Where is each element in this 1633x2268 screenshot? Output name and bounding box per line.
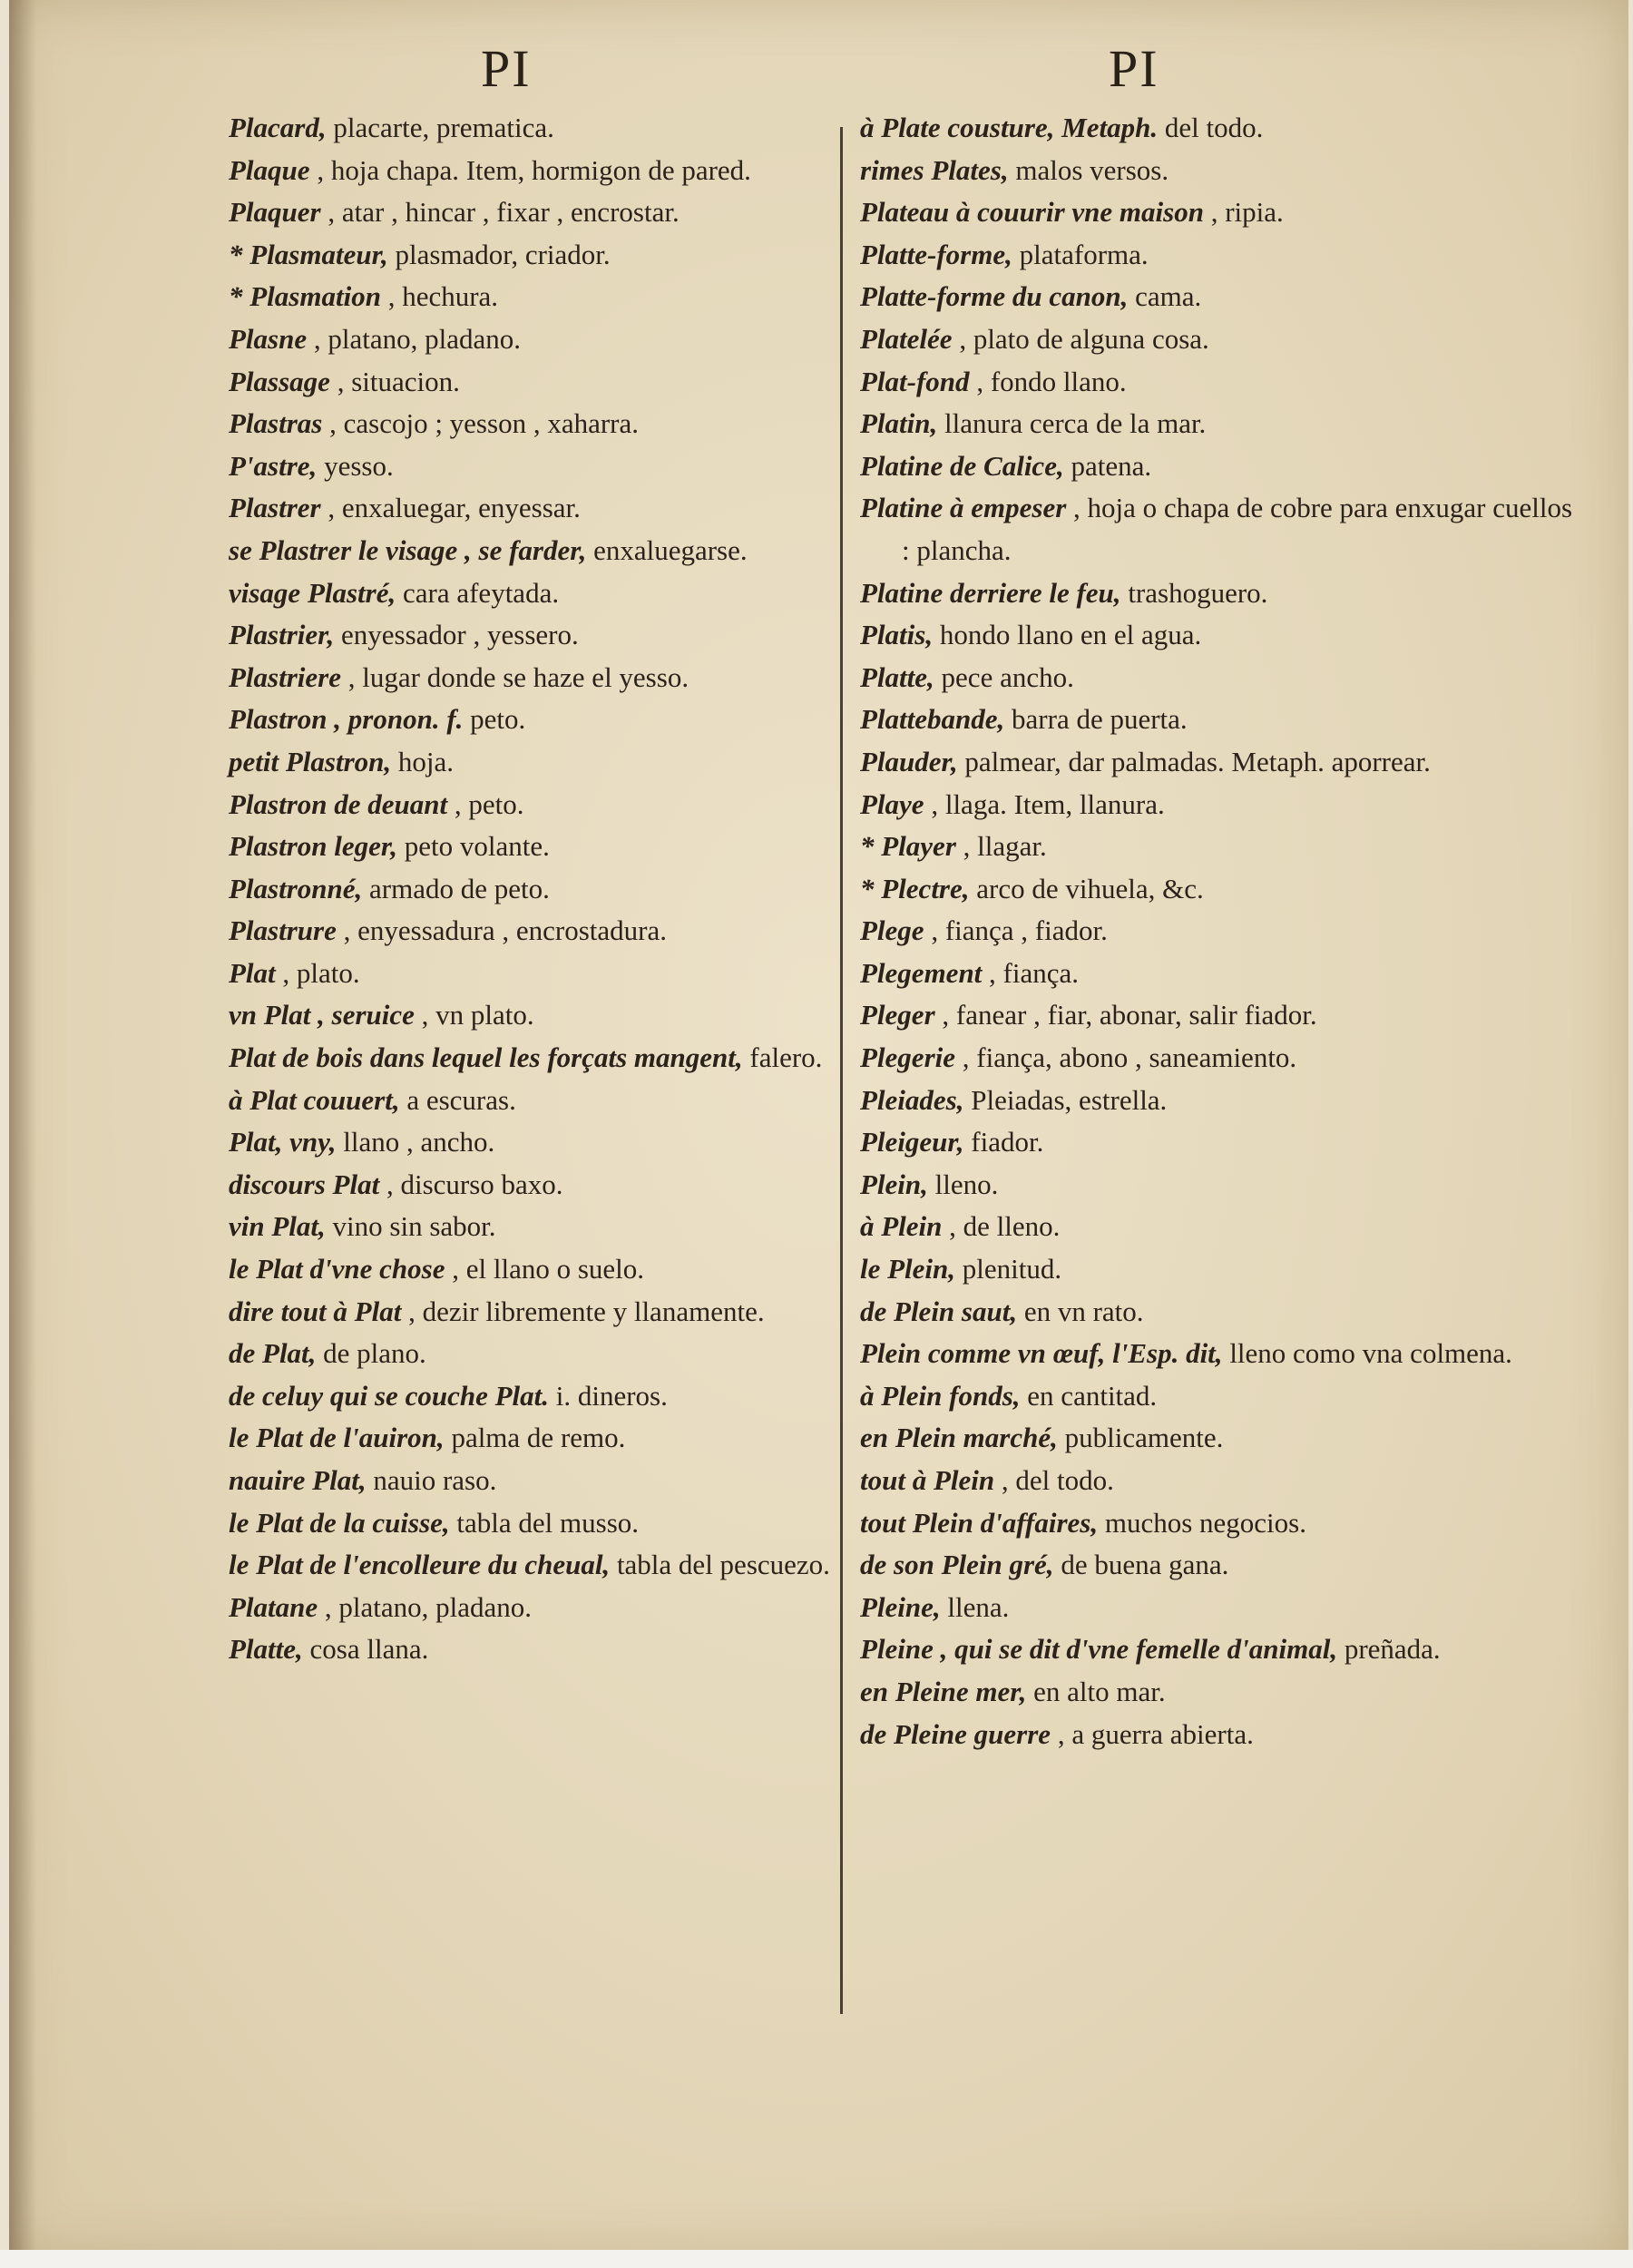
entry-headword: Pleigeur, xyxy=(860,1126,964,1158)
dictionary-entry xyxy=(860,784,1577,826)
dictionary-entry xyxy=(860,1037,1577,1080)
dictionary-entry xyxy=(229,1333,945,1375)
entry-headword: Platte, xyxy=(860,660,934,693)
entry-headword: Platine à empeser xyxy=(860,492,1067,524)
dictionary-entry xyxy=(860,741,1577,784)
entry-definition: , platano, pladano. xyxy=(318,1590,533,1623)
entry-definition: , discurso baxo. xyxy=(379,1168,563,1200)
right-column xyxy=(860,107,1577,1755)
entry-headword: Placard, xyxy=(229,112,327,143)
dictionary-entry xyxy=(860,1333,1577,1375)
entry-definition: i. dineros. xyxy=(549,1379,668,1412)
entry-definition: publicamente. xyxy=(1057,1422,1224,1454)
dictionary-entry xyxy=(229,445,945,488)
entry-headword: tout à Plein xyxy=(860,1464,995,1496)
entry-headword: Plastrer xyxy=(229,492,321,524)
dictionary-entry xyxy=(229,1587,945,1629)
dictionary-entry xyxy=(229,361,945,404)
dictionary-entry xyxy=(860,150,1577,192)
entry-headword: Plastronné, xyxy=(229,872,363,904)
entry-headword: * Player xyxy=(860,830,956,863)
running-head-left: PI xyxy=(481,39,532,98)
dictionary-entry xyxy=(229,657,945,699)
dictionary-entry xyxy=(229,1502,945,1545)
entry-headword: Plastriere xyxy=(229,660,341,693)
entry-definition: , fondo llano. xyxy=(969,365,1127,397)
dictionary-entry xyxy=(860,953,1577,995)
entry-headword: Plastrure xyxy=(229,914,337,947)
entry-definition: llanura cerca de la mar. xyxy=(937,407,1207,440)
entry-headword: de Plein saut, xyxy=(860,1295,1018,1327)
dictionary-entry xyxy=(860,868,1577,911)
entry-definition: , fiança , fiador. xyxy=(924,914,1108,947)
entry-definition: hondo llano en el agua. xyxy=(933,619,1202,651)
dictionary-entry xyxy=(860,1714,1577,1756)
dictionary-entry xyxy=(860,1460,1577,1502)
entry-headword: le Plat d'vne chose xyxy=(229,1253,445,1286)
dictionary-entry xyxy=(229,572,945,615)
scan-border xyxy=(0,2250,1633,2268)
entry-headword: de celuy qui se couche Plat. xyxy=(229,1379,549,1412)
entry-headword: Plat-fond xyxy=(860,365,970,397)
dictionary-entry xyxy=(229,191,945,234)
entry-headword: Plauder, xyxy=(860,745,958,777)
entry-definition: , plato de alguna cosa. xyxy=(952,322,1209,355)
entry-definition: peto volante. xyxy=(397,830,550,863)
dictionary-entry xyxy=(229,487,945,530)
entry-headword: Plasne xyxy=(229,322,308,355)
entry-headword: visage Plastré, xyxy=(229,576,396,609)
entry-definition: , enxaluegar, enyessar. xyxy=(320,492,581,524)
entry-definition: , hoja chapa. Item, hormigon de pared. xyxy=(309,153,751,186)
entry-definition: , atar , hincar , fixar , encrostar. xyxy=(320,196,680,229)
entry-definition: , ripia. xyxy=(1203,196,1284,229)
entry-definition: tabla del musso. xyxy=(449,1506,640,1539)
dictionary-entry xyxy=(860,826,1577,868)
dictionary-entry xyxy=(229,530,945,572)
dictionary-entry xyxy=(860,1628,1577,1671)
entry-definition: , enyessadura , encrostadura. xyxy=(336,914,667,947)
dictionary-entry xyxy=(860,572,1577,615)
entry-definition: plasmador, criador. xyxy=(387,238,611,270)
entry-definition: palmear, dar palmadas. Metaph. aporrear. xyxy=(957,745,1431,777)
entry-definition: malos versos. xyxy=(1008,153,1169,186)
entry-definition: plataforma. xyxy=(1012,238,1149,270)
dictionary-entry xyxy=(860,1502,1577,1545)
entry-headword: le Plat de la cuisse, xyxy=(229,1506,450,1539)
entry-definition: , fiança. xyxy=(982,956,1080,989)
dictionary-entry xyxy=(229,1628,945,1671)
entry-definition: , cascojo ; yesson , xaharra. xyxy=(322,407,639,440)
dictionary-entry xyxy=(860,1375,1577,1418)
entry-headword: Plein, xyxy=(860,1168,928,1200)
dictionary-entry xyxy=(860,403,1577,445)
entry-headword: Plat, vny, xyxy=(229,1126,337,1158)
entry-headword: de Plat, xyxy=(229,1337,317,1370)
entry-headword: rimes Plates, xyxy=(860,153,1009,186)
entry-headword: se Plastrer le visage , se farder, xyxy=(229,533,587,566)
entry-definition: lleno. xyxy=(927,1168,999,1200)
entry-definition: , hoja o chapa de cobre para enxugar cuellos : plancha. xyxy=(902,492,1573,566)
running-head-right: PI xyxy=(1109,39,1159,98)
entry-definition: , vn plato. xyxy=(414,999,534,1031)
entry-headword: Platelée xyxy=(860,322,953,355)
dictionary-entry xyxy=(860,657,1577,699)
entry-definition: , fanear , fiar, abonar, salir fiador. xyxy=(934,999,1317,1031)
entry-headword: * Plectre, xyxy=(860,872,970,904)
dictionary-entry xyxy=(229,953,945,995)
entry-definition: cama. xyxy=(1128,280,1202,313)
dictionary-entry xyxy=(860,614,1577,657)
entry-definition: nauio raso. xyxy=(366,1464,497,1496)
entry-definition: placarte, prematica. xyxy=(326,112,554,143)
dictionary-entry xyxy=(860,318,1577,361)
dictionary-entry xyxy=(860,1544,1577,1587)
entry-headword: le Plein, xyxy=(860,1253,956,1286)
entry-definition: , peto. xyxy=(447,787,524,820)
dictionary-entry xyxy=(229,1037,945,1080)
entry-definition: peto. xyxy=(463,703,526,736)
dictionary-entry xyxy=(229,994,945,1037)
entry-headword: nauire Plat, xyxy=(229,1464,367,1496)
entry-definition: , plato. xyxy=(275,956,360,989)
entry-definition: llano , ancho. xyxy=(336,1126,495,1158)
entry-definition: en cantitad. xyxy=(1020,1379,1158,1412)
dictionary-entry xyxy=(229,1291,945,1334)
entry-definition: , dezir libremente y llanamente. xyxy=(401,1295,765,1327)
entry-definition: del todo. xyxy=(1158,112,1264,143)
entry-definition: , lugar donde se haze el yesso. xyxy=(341,660,689,693)
entry-headword: Plege xyxy=(860,914,924,947)
entry-headword: Plattebande, xyxy=(860,703,1005,736)
entry-headword: Pleiades, xyxy=(860,1083,964,1116)
entry-headword: Platte-forme, xyxy=(860,238,1012,270)
entry-headword: discours Plat xyxy=(229,1168,380,1200)
dictionary-entry xyxy=(229,1544,945,1587)
entry-headword: Plastras xyxy=(229,407,323,440)
entry-headword: à Plate cousture, Metaph. xyxy=(860,112,1159,143)
dictionary-entry xyxy=(860,487,1577,572)
entry-headword: Platane xyxy=(229,1590,318,1623)
dictionary-entry xyxy=(229,1460,945,1502)
entry-headword: en Plein marché, xyxy=(860,1422,1058,1454)
dictionary-entry xyxy=(229,1164,945,1207)
entry-definition: falero. xyxy=(742,1041,823,1074)
entry-definition: palma de remo. xyxy=(444,1422,626,1454)
dictionary-entry xyxy=(229,826,945,868)
dictionary-entry xyxy=(229,403,945,445)
entry-definition: , situacion. xyxy=(329,365,460,397)
entry-headword: vin Plat, xyxy=(229,1210,326,1243)
entry-definition: en alto mar. xyxy=(1026,1675,1166,1707)
entry-definition: , hechura. xyxy=(380,280,499,313)
dictionary-entry xyxy=(860,1671,1577,1714)
entry-definition: a escuras. xyxy=(399,1083,516,1116)
entry-headword: Plastrier, xyxy=(229,619,335,651)
gutter-shadow xyxy=(9,0,36,2259)
entry-headword: Plastron de deuant xyxy=(229,787,448,820)
entry-definition: , el llano o suelo. xyxy=(445,1253,645,1286)
dictionary-entry xyxy=(229,318,945,361)
entry-definition: en vn rato. xyxy=(1017,1295,1144,1327)
dictionary-entry xyxy=(860,1206,1577,1248)
entry-definition: , a guerra abierta. xyxy=(1051,1717,1254,1750)
dictionary-entry xyxy=(860,1417,1577,1460)
entry-headword: dire tout à Plat xyxy=(229,1295,402,1327)
entry-definition: , de lleno. xyxy=(942,1210,1061,1243)
entry-definition: , fiança, abono , saneamiento. xyxy=(955,1041,1297,1074)
entry-definition: enyessador , yessero. xyxy=(334,619,579,651)
entry-definition: yesso. xyxy=(317,449,394,482)
entry-headword: tout Plein d'affaires, xyxy=(860,1506,1099,1539)
entry-headword: Pleine , qui se dit d'vne femelle d'animal, xyxy=(860,1633,1338,1666)
dictionary-entry xyxy=(229,150,945,192)
entry-definition: enxaluegarse. xyxy=(586,533,748,566)
dictionary-entry xyxy=(860,1121,1577,1164)
entry-headword: * Plasmation xyxy=(229,280,381,313)
dictionary-entry xyxy=(860,276,1577,318)
dictionary-entry xyxy=(860,910,1577,953)
entry-definition: fiador. xyxy=(963,1126,1044,1158)
dictionary-entry xyxy=(860,1587,1577,1629)
entry-definition: trashoguero. xyxy=(1120,576,1268,609)
entry-headword: Plastron leger, xyxy=(229,830,398,863)
dictionary-entry xyxy=(860,445,1577,488)
dictionary-entry xyxy=(229,234,945,277)
entry-definition: , platano, pladano. xyxy=(307,322,522,355)
dictionary-entry xyxy=(229,910,945,953)
dictionary-entry xyxy=(860,191,1577,234)
entry-headword: Platte, xyxy=(229,1633,303,1666)
entry-headword: vn Plat , seruice xyxy=(229,999,415,1031)
entry-headword: Platine de Calice, xyxy=(860,449,1064,482)
dictionary-entry xyxy=(860,361,1577,404)
dictionary-entry xyxy=(229,868,945,911)
entry-definition: preñada. xyxy=(1337,1633,1441,1666)
dictionary-entry xyxy=(860,994,1577,1037)
dictionary-entry xyxy=(860,234,1577,277)
entry-headword: Plateau à couurir vne maison xyxy=(860,196,1204,229)
dictionary-entry xyxy=(229,741,945,784)
entry-headword: Plaque xyxy=(229,153,310,186)
entry-headword: à Plein xyxy=(860,1210,943,1243)
entry-headword: Platine derriere le feu, xyxy=(860,576,1121,609)
entry-headword: petit Plastron, xyxy=(229,745,392,777)
entry-definition: tabla del pescuezo. xyxy=(610,1549,830,1581)
dictionary-entry xyxy=(229,614,945,657)
entry-definition: cosa llana. xyxy=(302,1633,429,1666)
entry-definition: de buena gana. xyxy=(1053,1549,1229,1581)
entry-headword: à Plat couuert, xyxy=(229,1083,400,1116)
entry-definition: lleno como vna colmena. xyxy=(1222,1337,1512,1370)
dictionary-entry xyxy=(229,1121,945,1164)
entry-headword: P'astre, xyxy=(229,449,318,482)
dictionary-entry xyxy=(860,1164,1577,1207)
entry-headword: à Plein fonds, xyxy=(860,1379,1021,1412)
entry-definition: muchos negocios. xyxy=(1098,1506,1306,1539)
entry-headword: Plat de bois dans lequel les forçats mangent, xyxy=(229,1041,743,1074)
entry-headword: Platis, xyxy=(860,619,934,651)
entry-headword: le Plat de l'auiron, xyxy=(229,1422,445,1454)
entry-definition: de plano. xyxy=(316,1337,426,1370)
entry-headword: Plegement xyxy=(860,956,983,989)
entry-headword: Plein comme vn œuf, l'Esp. dit, xyxy=(860,1337,1223,1370)
dictionary-entry xyxy=(860,1248,1577,1291)
entry-headword: Platin, xyxy=(860,407,938,440)
entry-definition: Pleiadas, estrella. xyxy=(963,1083,1168,1116)
dictionary-entry xyxy=(229,784,945,826)
entry-headword: Platte-forme du canon, xyxy=(860,280,1129,313)
entry-headword: Playe xyxy=(860,787,924,820)
entry-definition: armado de peto. xyxy=(362,872,550,904)
entry-definition: patena. xyxy=(1063,449,1152,482)
dictionary-entry xyxy=(229,699,945,741)
entry-definition: hoja. xyxy=(391,745,455,777)
dictionary-entry xyxy=(229,1080,945,1122)
entry-definition: pece ancho. xyxy=(934,660,1074,693)
entry-definition: , del todo. xyxy=(994,1464,1114,1496)
entry-headword: Pleger xyxy=(860,999,935,1031)
entry-headword: le Plat de l'encolleure du cheual, xyxy=(229,1549,611,1581)
entry-definition: plenitud. xyxy=(955,1253,1062,1286)
entry-headword: Pleine, xyxy=(860,1590,941,1623)
dictionary-entry xyxy=(860,1291,1577,1334)
dictionary-entry xyxy=(229,1248,945,1291)
entry-headword: * Plasmateur, xyxy=(229,238,388,270)
entry-headword: de son Plein gré, xyxy=(860,1549,1054,1581)
dictionary-entry xyxy=(860,107,1577,150)
dictionary-entry xyxy=(229,107,945,150)
entry-headword: Plastron , pronon. f. xyxy=(229,703,464,736)
entry-headword: en Pleine mer, xyxy=(860,1675,1027,1707)
dictionary-entry xyxy=(229,1206,945,1248)
entry-headword: Plaquer xyxy=(229,196,321,229)
dictionary-entry xyxy=(229,276,945,318)
entry-definition: vino sin sabor. xyxy=(325,1210,496,1243)
entry-headword: de Pleine guerre xyxy=(860,1717,1051,1750)
entry-definition: , llagar. xyxy=(955,830,1047,863)
entry-definition: llena. xyxy=(940,1590,1010,1623)
entry-definition: barra de puerta. xyxy=(1004,703,1188,736)
left-column xyxy=(229,107,945,1671)
entry-headword: Plat xyxy=(229,956,276,989)
dictionary-entry xyxy=(860,699,1577,741)
entry-headword: Plegerie xyxy=(860,1041,956,1074)
entry-definition: arco de vihuela, &c. xyxy=(969,872,1204,904)
entry-headword: Plassage xyxy=(229,365,330,397)
dictionary-entry xyxy=(229,1417,945,1460)
dictionary-entry xyxy=(229,1375,945,1418)
entry-definition: cara afeytada. xyxy=(396,576,560,609)
entry-definition: , llaga. Item, llanura. xyxy=(924,787,1165,820)
dictionary-entry xyxy=(860,1080,1577,1122)
